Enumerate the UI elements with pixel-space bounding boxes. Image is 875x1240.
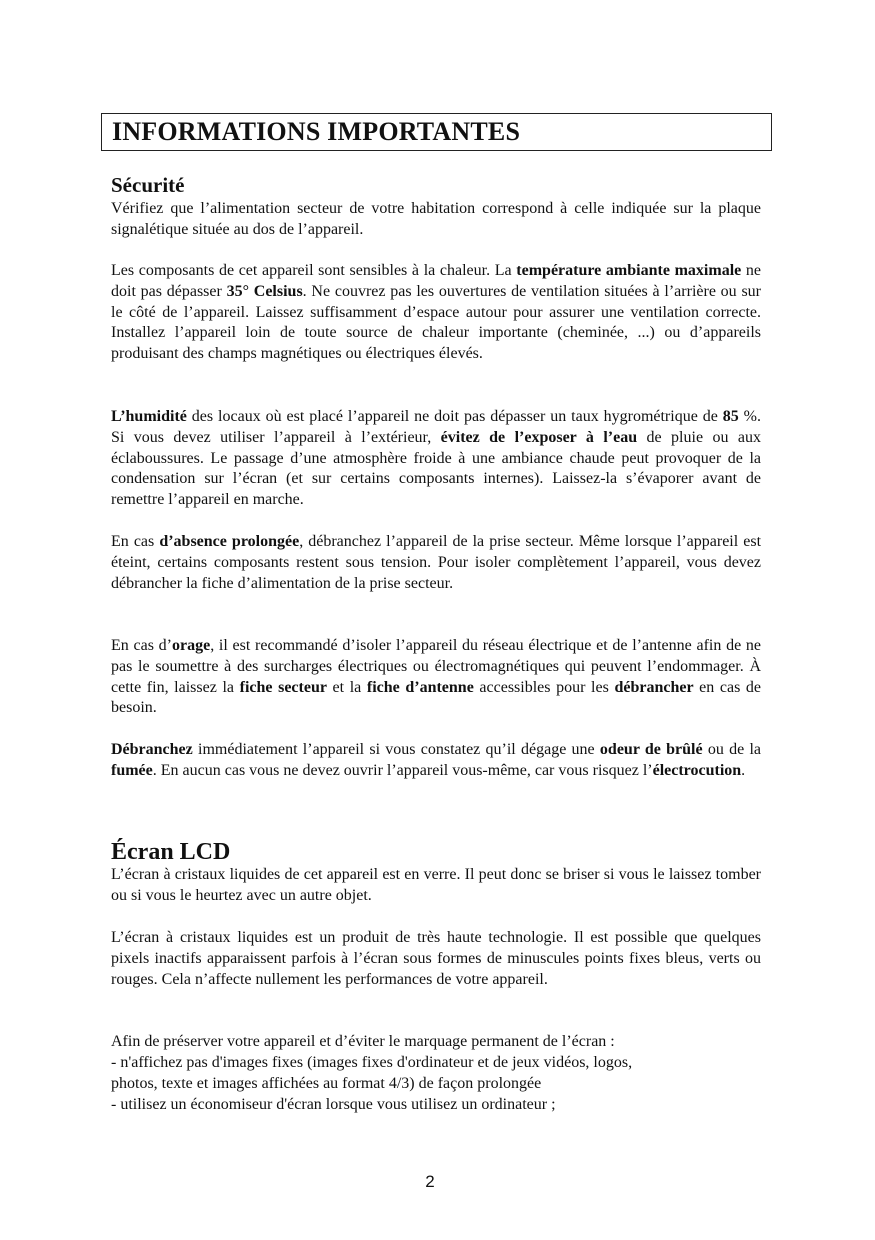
paragraph-chaleur	[111, 261, 761, 365]
text: et la	[326, 678, 367, 696]
text: %. Si vous devez utiliser l’appareil à l’extérieur,	[111, 408, 761, 446]
section-heading-lcd: Écran LCD	[111, 839, 231, 865]
bold-text: fumée	[111, 761, 153, 779]
list-item-images-fixes-cont: photos, texte et images affichées au format 4/3) de façon prolongée	[111, 1075, 542, 1092]
text: ou de la	[702, 741, 762, 758]
bold-text: odeur de brûlé	[599, 741, 703, 758]
paragraph-lcd-pixels: L’écran à cristaux liquides est un produit de très haute technologie. Il est possible que quelques pixels inactifs apparaissent parfois à l’écran sous formes de minuscules points fixes bleus, verts ou rouges. Cela n’affecte nullement les performances de votre appareil.	[111, 929, 761, 988]
page-number: 2	[425, 1172, 435, 1191]
text: . Ne couvrez pas les ouvertures de ventilation situées à l’arrière ou sur le côté de l’appareil. Laissez suffisamment d’espace autour pour assurer une ventilation correcte. Installez l’appareil loin de toute source de chaleur importante (cheminée, ...) ou d’appareils produisant des champs magnétiques ou électriques élevés.	[111, 282, 761, 363]
list-item-economiseur: - utilisez un économiseur d'écran lorsque vous utilisez un ordinateur ;	[111, 1096, 556, 1113]
text: , il est recommandé d’isoler l’appareil du réseau électrique et de l’antenne afin de ne pas le soumettre à des surcharges électriques ou électromagnétiques qui peuvent l’endommager. À cette fin, laissez la	[111, 637, 761, 696]
list-item-images-fixes: - n'affichez pas d'images fixes (images fixes d'ordinateur et de jeux vidéos, logos,	[111, 1054, 633, 1071]
text: En cas	[111, 533, 160, 550]
text: . En aucun cas vous ne devez ouvrir l’appareil vous-même, car vous risquez l’	[152, 761, 653, 779]
text: immédiatement l’appareil si vous constatez qu’il dégage une	[192, 741, 600, 758]
paragraph-lcd-verre: L’écran à cristaux liquides de cet appareil est en verre. Il peut donc se briser si vous le laissez tomber ou si vous le heurtez avec un autre objet.	[111, 866, 761, 904]
bold-text: L’humidité	[111, 408, 187, 425]
paragraph-alimentation: Vérifiez que l’alimentation secteur de votre habitation correspond à celle indiquée sur la plaque signalétique située au dos de l’appareil.	[111, 200, 761, 238]
bold-text: 35° Celsius	[226, 282, 303, 300]
bold-text: débrancher	[614, 678, 694, 696]
text: En cas d’	[111, 637, 172, 654]
bold-text: d’absence prolongée	[159, 533, 300, 550]
bold-text: fiche d’antenne	[366, 678, 474, 696]
section-heading-securite: Sécurité	[111, 173, 185, 197]
paragraph-orage	[111, 636, 761, 719]
title-box	[101, 113, 772, 151]
text: Les composants de cet appareil sont sensibles à la chaleur. La	[111, 262, 517, 279]
page-title: INFORMATIONS IMPORTANTES	[112, 117, 521, 146]
text: en cas de besoin.	[111, 678, 762, 717]
text: de pluie ou aux éclaboussures. Le passage d’une atmosphère froide à une ambiance chaude peut provoquer de la condensation sur l’écran (et sur certains composants internes). Laissez-la s’évaporer avant de remettre l’appareil en marche.	[111, 428, 761, 509]
bold-text: Débranchez	[111, 741, 193, 758]
text: .	[741, 761, 746, 779]
text: , débranchez l’appareil de la prise secteur. Même lorsque l’appareil est éteint, certains composants restent sous tension. Pour isoler complètement l’appareil, vous devez débrancher la fiche d’alimentation de la prise secteur.	[111, 533, 762, 592]
bold-text: orage	[171, 637, 211, 654]
bold-text: évitez de l’exposer à l’eau	[440, 428, 638, 446]
text: accessibles pour les	[473, 678, 615, 696]
bold-text: électrocution	[652, 761, 742, 779]
bold-text: fiche secteur	[239, 678, 327, 696]
text: des locaux où est placé l’appareil ne doit pas dépasser un taux hygrométrique de	[186, 408, 723, 425]
text: ne doit pas dépasser	[111, 262, 762, 300]
paragraph-lcd-intro: Afin de préserver votre appareil et d’éviter le marquage permanent de l’écran :	[111, 1033, 615, 1050]
paragraph-absence	[111, 532, 761, 594]
paragraph-humidite	[111, 407, 761, 511]
paragraph-debranchez	[111, 740, 761, 782]
bold-text: 85	[722, 408, 739, 425]
bold-text: température ambiante maximale	[516, 262, 742, 279]
